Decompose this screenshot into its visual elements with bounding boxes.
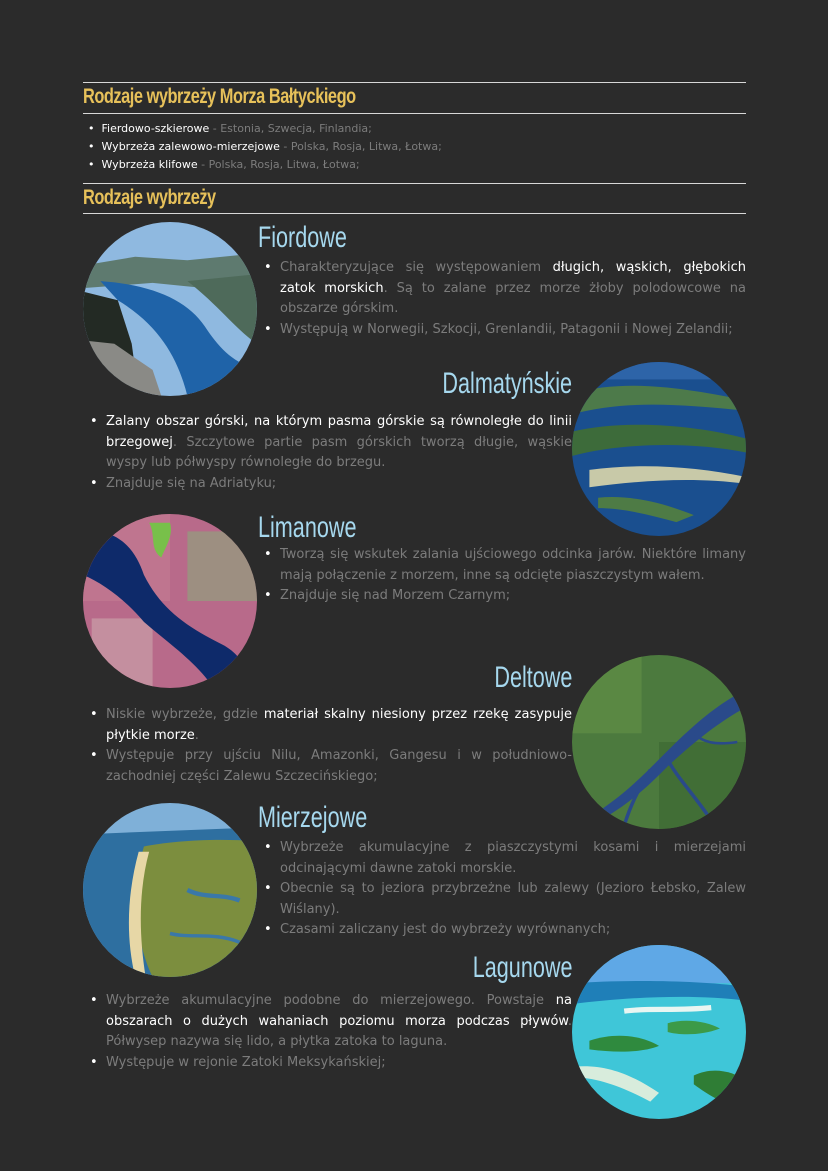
- types-rule-2: [83, 213, 746, 214]
- deltowe-title: Deltowe: [493, 661, 572, 694]
- list-item: • Obecnie są to jeziora przybrzeżne lub zalewy (Jezioro Łebsko, Zalew Wiślany).: [262, 879, 746, 920]
- spit-photo: [83, 803, 257, 977]
- limanowe-title: Limanowe: [258, 511, 357, 544]
- baltic-coasts-heading: Rodzaje wybrzeży Morza Bałtyckiego: [83, 85, 356, 108]
- list-item: • Charakteryzujące się występowaniem długich, wąskich, głębokich zatok morskich. Są to zalane przez morze żłoby polodowcowe na obszarze górskim.: [262, 258, 746, 320]
- list-item: • Zalany obszar górski, na którym pasma górskie są równoległe do linii brzegowej. Szczytowe partie pasm górskich tworzą długie, wąskie wyspy lub półwyspy równoległe do brzegu.: [88, 412, 572, 474]
- list-item: • Występują w Norwegii, Szkocji, Grenlandii, Patagonii i Nowej Zelandii;: [262, 320, 746, 341]
- lagunowe-list: [88, 991, 572, 1073]
- fiordowe-title: Fiordowe: [258, 221, 347, 254]
- list-item: • Wybrzeże akumulacyjne podobne do mierzejowego. Powstaje na obszarach o dużych wahaniach poziomu morza podczas pływów. Półwysep nazywa się lido, a płytka zatoka to laguna.: [88, 991, 572, 1053]
- list-item: • Występuje przy ujściu Nilu, Amazonki, Gangesu i w południowo-zachodniej części Zalewu Szczecińskiego;: [88, 746, 572, 787]
- top-rule-1: [83, 82, 746, 83]
- lagunowe-title: Lagunowe: [472, 951, 572, 984]
- baltic-coast-list: [88, 120, 442, 174]
- mierzejowe-list: [262, 838, 746, 941]
- list-item: • Znajduje się na Adriatyku;: [88, 474, 572, 495]
- list-item: • Wybrzeża zalewowo-mierzejowe - Polska, Rosja, Litwa, Łotwa;: [88, 138, 442, 156]
- list-item: • Tworzą się wskutek zalania ujściowego odcinka jarów. Niektóre limany mają połączenie z morzem, inne są odcięte piaszczystym wałem.: [262, 545, 746, 586]
- coast-types-heading: Rodzaje wybrzeży: [83, 186, 216, 209]
- limanowe-list: [262, 545, 746, 607]
- liman-photo: [83, 514, 257, 688]
- dalmatian-islands-photo: [572, 362, 746, 536]
- dalmatynskie-title: Dalmatyńskie: [442, 367, 572, 400]
- list-item: • Znajduje się nad Morzem Czarnym;: [262, 586, 746, 607]
- dalmatynskie-list: [88, 412, 572, 494]
- types-rule-1: [83, 183, 746, 184]
- top-rule-2: [83, 113, 746, 114]
- mierzejowe-title: Mierzejowe: [258, 801, 368, 834]
- list-item: • Występuje w rejonie Zatoki Meksykańskiej;: [88, 1053, 572, 1074]
- fiordowe-list: [262, 258, 746, 340]
- lagoon-photo: [572, 945, 746, 1119]
- delta-photo: [572, 655, 746, 829]
- list-item: • Wybrzeże akumulacyjne z piaszczystymi kosami i mierzejami odcinającymi dawne zatoki morskie.: [262, 838, 746, 879]
- list-item: • Czasami zaliczany jest do wybrzeży wyrównanych;: [262, 920, 746, 941]
- list-item: • Wybrzeża klifowe - Polska, Rosja, Litwa, Łotwa;: [88, 156, 442, 174]
- list-item: • Niskie wybrzeże, gdzie materiał skalny niesiony przez rzekę zasypuje płytkie morze.: [88, 705, 572, 746]
- list-item: • Fierdowo-szkierowe - Estonia, Szwecja, Finlandia;: [88, 120, 442, 138]
- fjord-photo: [83, 222, 257, 396]
- deltowe-list: [88, 705, 572, 787]
